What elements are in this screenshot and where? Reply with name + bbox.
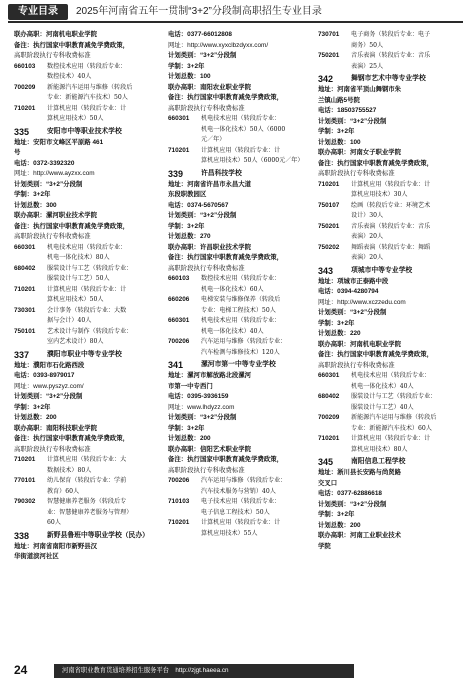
info-line: 电话：0372-3392320 [14, 159, 75, 167]
info-line: 计划类别：“3+2”分段制 [168, 52, 237, 59]
info-line: 计划类别：“3+2”分段制 [14, 393, 83, 400]
major-description: 艺术设计与制作（转段后专业： 室内艺术设计）80人 [47, 327, 133, 345]
school-name: 安阳市中等职业技术学校 [47, 127, 122, 135]
info-line: 高职阶段执行专科收费标准 [168, 264, 245, 272]
school-heading [318, 457, 462, 468]
info-line: 网址：www.pyszyz.com/ [14, 382, 84, 390]
major-description: 计算机应用（转段后专业：计 算机应用技术）50人（6000元／年） [201, 146, 304, 164]
info-line: 计划总数：270 [168, 233, 211, 240]
info-line: 网址：http://www.ayzxx.com [14, 170, 95, 177]
major-description: 服装设计与工艺（转段后专业： 服装设计与工艺）50人 [47, 264, 133, 282]
major-code: 710201 [14, 285, 36, 293]
column-right [318, 30, 462, 650]
major-code: 700209 [318, 414, 340, 421]
info-line: 计划总数：220 [318, 330, 361, 337]
info-line: 联办高职：河南机电职业学院 [318, 340, 402, 348]
major-code: 710201 [168, 519, 190, 526]
info-line: 计划类别：“3+2”分段制 [168, 414, 237, 421]
info-line: 学制：3+2年 [168, 222, 205, 230]
major-row [168, 476, 312, 497]
major-code: 660206 [168, 296, 190, 303]
info-line: 联办高职：漯河职业技术学院 [14, 212, 98, 219]
info-line: 备注：执行国家中职教育减免学费政策， [318, 159, 434, 167]
major-code: 750202 [318, 243, 340, 251]
info-line: 学制：3+2年 [318, 511, 355, 518]
major-code: 730701 [318, 31, 340, 38]
info-line: 计划总数：300 [14, 201, 57, 209]
major-row [14, 264, 158, 285]
major-description: 数控技术应用（转段后专业： 机电一体化技术）60人 [201, 275, 281, 293]
major-row [168, 497, 312, 518]
major-row [318, 434, 462, 455]
info-line: 高职阶段执行专科收费标准 [14, 52, 91, 59]
info-line: 电话：0394-4280794 [318, 288, 379, 295]
major-code: 710201 [14, 104, 36, 112]
major-code: 730301 [14, 306, 36, 314]
major-row [318, 222, 462, 243]
info-line: 备注：执行国家中职教育减免学费政策， [168, 94, 284, 101]
school-number: 337 [14, 349, 30, 360]
school-name: 舞钢市艺术中等专业学校 [351, 75, 426, 82]
info-line: 交叉口 [318, 479, 338, 487]
info-line: 计划类别：“3+2”分段制 [318, 309, 387, 316]
info-line: 联办高职：河南机电职业学院 [14, 31, 98, 38]
major-row [318, 413, 462, 434]
school-number: 345 [318, 457, 334, 467]
major-row [14, 104, 158, 125]
major-code: 680402 [318, 393, 340, 400]
school-heading [318, 74, 462, 85]
column-left [14, 30, 158, 650]
info-line: 备注：执行国家中职教育减免学费政策， [168, 254, 284, 261]
school-heading [14, 127, 158, 138]
major-description: 机电技术应用（转段后专业： 机电一体化技术）80人 [47, 243, 127, 261]
major-row [168, 114, 312, 146]
major-row [14, 62, 158, 83]
info-line: 联办高职：信阳艺术职业学院 [168, 445, 252, 453]
info-line: 华街道滨河社区 [14, 553, 59, 560]
info-line: 地址：安阳市文峰区平原路 461 [14, 138, 104, 146]
info-line: 网址：www.lhdyzz.com [168, 403, 235, 411]
major-row [14, 83, 158, 104]
major-row [14, 285, 158, 306]
major-description: 计算机应用（转段后专业：大 数据技术）80人 [47, 456, 127, 474]
section-tab: 专业目录 [8, 4, 68, 20]
page-header [0, 0, 471, 24]
major-code: 710103 [168, 498, 190, 505]
header-rule [8, 21, 463, 23]
info-line: 电话：0374-5670567 [168, 201, 229, 209]
major-description: 电梯安装与维修保养（转段后 专业：电梯工程技术）50人 [201, 296, 281, 314]
school-number: 335 [14, 126, 30, 137]
major-code: 710201 [168, 146, 190, 154]
major-description: 计算机应用（转段后专业：计 算机应用技术）50人 [47, 285, 127, 303]
info-line: 备注：执行国家中职教育减免学费政策， [318, 351, 434, 358]
major-row [14, 497, 158, 529]
school-name: 新野县鲁班中等职业学校（民办） [47, 531, 149, 539]
info-line: 高职阶段执行专科收费标准 [14, 233, 91, 240]
major-code: 750101 [14, 327, 36, 335]
major-description: 计算机应用（转段后专业：计 算机应用技术）80人 [351, 435, 431, 453]
major-description: 服装设计与工艺（转段后专业： 服装设计与工艺）40人 [351, 393, 437, 411]
info-line: 计划类别：“3+2”分段制 [318, 500, 387, 508]
info-line: 网址：http://www.xyxclbzdyxx.com/ [168, 41, 269, 49]
info-line: 高职阶段执行专科收费标准 [168, 466, 245, 474]
info-line: 高职阶段执行专科收费标准 [318, 170, 395, 177]
major-description: 会计事务（转段后专业：大数 据与会计）40人 [47, 306, 127, 324]
major-code: 660103 [14, 62, 36, 70]
school-name: 许昌科技学校 [201, 169, 242, 177]
major-description: 机电技术应用（转段后专业： 机电一体化技术）40人 [351, 372, 431, 390]
school-number: 343 [318, 265, 334, 276]
school-heading [168, 360, 312, 371]
major-row [168, 518, 312, 539]
info-line: 备注：执行国家中职教育减免学费政策， [14, 435, 130, 442]
info-line: 计划总数：100 [318, 138, 361, 146]
info-line: 兰镇山路5号院 [318, 96, 360, 104]
info-line: 学制：3+2年 [14, 191, 51, 198]
major-row [318, 180, 462, 201]
info-line: 市第一中专西门 [168, 382, 213, 390]
major-row [14, 306, 158, 327]
info-line: 地址：河南省许昌市永昌大道 [168, 180, 252, 188]
school-name: 漯河市第一中等专业学校 [201, 361, 276, 368]
major-description: 数控技术应用（转段后专业： 数控技术）40人 [47, 62, 127, 80]
school-heading [14, 531, 158, 542]
page-number: 24 [14, 663, 28, 677]
info-line: 地址：淅川县长安路与尚贤路 [318, 469, 402, 476]
column-middle [168, 30, 312, 650]
info-line: 东段职教园区 [168, 191, 207, 198]
major-row [318, 201, 462, 222]
info-line: 网址：http://www.xczzedu.com [318, 298, 406, 306]
school-number: 342 [318, 74, 334, 84]
major-description: 新能源汽车运用与维修（转段后 专业：新能源汽车技术）60人 [351, 414, 437, 432]
major-row [168, 316, 312, 337]
info-line: 电话：0377-66012808 [168, 31, 232, 38]
footer-text: 河南省职业教育贯通培养招生服务平台 http://zjgt.haeea.cn [62, 667, 229, 674]
info-line: 高职阶段执行专科收费标准 [168, 104, 245, 112]
major-code: 790302 [14, 498, 36, 505]
info-line: 计划类别：“3+2”分段制 [318, 117, 387, 125]
major-description: 电子商务（转段后专业：电子 商务）50人 [351, 31, 431, 49]
major-code: 700206 [168, 477, 190, 484]
major-code: 700209 [14, 83, 36, 91]
info-line: 计划总数：200 [318, 521, 361, 529]
info-line: 高职阶段执行专科收费标准 [14, 445, 91, 453]
major-description: 舞蹈表演（转段后专业：舞蹈 表演）20人 [351, 243, 431, 261]
info-line: 联办高职：河南工业职业技术 [318, 532, 402, 539]
school-heading [14, 350, 158, 361]
major-row [318, 392, 462, 413]
info-line: 联办高职：许昌职业技术学院 [168, 243, 252, 251]
major-row [168, 274, 312, 295]
school-number: 339 [168, 168, 184, 179]
info-line: 学院 [318, 542, 331, 550]
info-line: 高职阶段执行专科收费标准 [318, 361, 395, 369]
school-name: 项城市中等专业学校 [351, 266, 413, 274]
major-description: 机电技术应用（转段后专业： 机电一体化技术）40人 [201, 317, 281, 335]
info-line: 备注：执行国家中职教育减免学费政策， [168, 456, 284, 463]
major-description: 绘画（转段后专业：环境艺术 设计）30人 [351, 201, 431, 219]
school-number: 341 [168, 360, 184, 370]
major-row [168, 146, 312, 167]
major-code: 660301 [318, 372, 340, 379]
major-row [14, 476, 158, 497]
info-line: 联办高职：南阳农业职业学院 [168, 83, 252, 91]
major-code: 660103 [168, 275, 190, 282]
info-line: 学制：3+2年 [168, 424, 205, 432]
major-row [318, 30, 462, 51]
major-code: 750201 [318, 222, 340, 230]
info-line: 学制：3+2年 [14, 403, 51, 411]
major-code: 660301 [168, 317, 190, 324]
info-line: 地址：河南省南阳市新野县汉 [14, 542, 98, 550]
major-description: 幼儿保育（转段后专业：学前 教育）60人 [47, 477, 127, 495]
major-description: 计算机应用（转段后专业：计 算机应用技术）50人 [47, 104, 127, 122]
info-line: 地址：濮阳市石化路西段 [14, 361, 85, 369]
info-line: 电话：0393-8979017 [14, 372, 75, 379]
major-row [168, 337, 312, 358]
major-code: 700206 [168, 338, 190, 345]
major-row [14, 327, 158, 348]
info-line: 学制：3+2年 [318, 319, 355, 327]
major-description: 计算机应用（转段后专业：计 算机应用技术）30人 [351, 180, 431, 198]
major-description: 新能源汽车运用与维修（转段后 专业：新能源汽车技术）50人 [47, 83, 133, 101]
info-line: 计划总数：200 [168, 435, 211, 442]
major-row [14, 455, 158, 476]
major-description: 计算机应用（转段后专业：计 算机应用技术）55人 [201, 519, 281, 537]
info-line: 学制：3+2年 [168, 62, 205, 70]
major-code: 710201 [318, 180, 340, 188]
major-code: 660301 [168, 115, 190, 122]
major-code: 710201 [14, 456, 36, 463]
major-description: 音乐表演（转段后专业：音乐 表演）20人 [351, 222, 431, 240]
info-line: 地址：河南省平顶山舞钢市朱 [318, 86, 402, 93]
major-row [318, 243, 462, 264]
header-title: 2025年河南省五年一贯制“3+2”分段制高职招生专业目录 [76, 6, 322, 17]
info-line: 电话：0377-62886618 [318, 490, 382, 497]
info-line: 地址：漯河市解放路北段漯河 [168, 372, 252, 379]
school-number: 338 [14, 530, 30, 541]
major-row [168, 295, 312, 316]
major-description: 音乐表演（转段后专业：音乐 表演）25人 [351, 52, 431, 70]
school-name: 濮阳市职业中等专业学校 [47, 350, 122, 358]
major-code: 770101 [14, 477, 36, 484]
major-code: 750107 [318, 201, 340, 209]
info-line: 备注：执行国家中职教育减免学费政策， [14, 222, 130, 230]
major-code: 660301 [14, 243, 36, 251]
info-line: 地址：项城市正泰路中段 [318, 277, 389, 285]
major-row [318, 371, 462, 392]
major-code: 750201 [318, 52, 340, 59]
major-code: 680402 [14, 264, 36, 272]
info-line: 联办高职：南阳科技职业学院 [14, 424, 98, 432]
info-line: 电话：0395-3936159 [168, 393, 229, 400]
page-footer [0, 650, 471, 690]
info-line: 学制：3+2年 [318, 128, 355, 135]
info-line: 备注：执行国家中职教育减免学费政策， [14, 41, 130, 49]
major-description: 汽车运用与维修（转段后专业： 汽车技术服务与营销）40人 [201, 477, 287, 495]
info-line: 联办高职：河南女子职业学院 [318, 149, 402, 156]
school-name: 南阳信息工程学校 [351, 458, 406, 465]
info-line: 号 [14, 149, 21, 156]
major-description: 智慧健康养老服务（转段后专 业：智慧健康养老服务与管理） 60人 [47, 498, 133, 526]
info-line: 计划总数：100 [168, 73, 211, 80]
info-line: 计划类别：“3+2”分段制 [168, 212, 237, 219]
major-code: 710201 [318, 435, 340, 442]
major-description: 汽车运用与维修（转段后专业： 汽车检测与维修技术）120人 [201, 338, 287, 356]
info-line: 电话：18503755527 [318, 107, 377, 114]
major-description: 电子技术应用（转段后专业： 电子信息工程技术）50人 [201, 498, 281, 516]
school-heading [168, 169, 312, 180]
info-line: 计划类别：“3+2”分段制 [14, 180, 83, 188]
school-heading [318, 266, 462, 277]
major-description: 机电技术应用（转段后专业： 机电一体化技术）50人（6000 元／年） [201, 115, 286, 143]
major-row [318, 51, 462, 72]
info-line: 计划总数：200 [14, 414, 57, 421]
major-row [14, 243, 158, 264]
